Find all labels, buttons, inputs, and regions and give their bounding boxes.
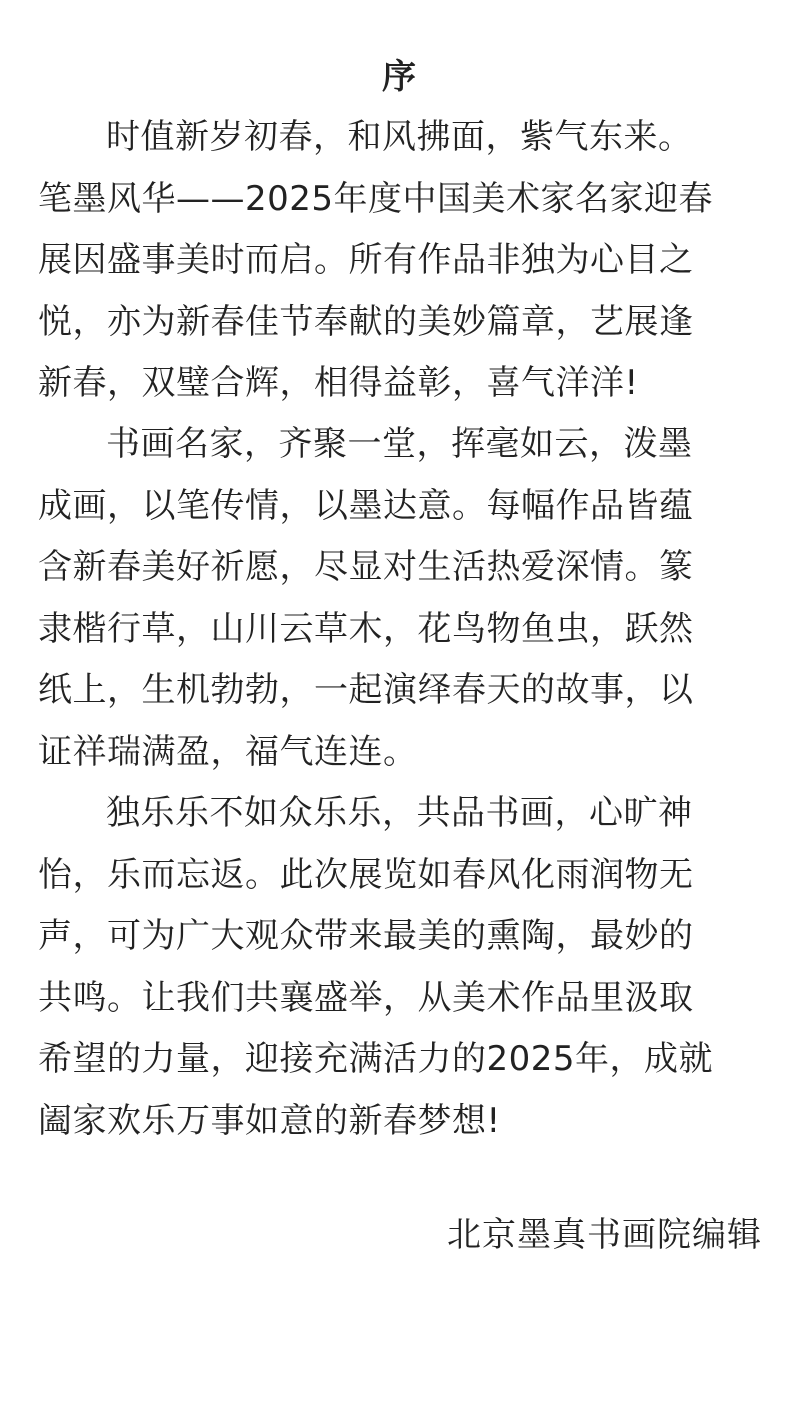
paragraph-line: 独乐乐不如众乐乐，共品书画，心旷神	[106, 793, 693, 833]
paragraph-line: 证祥瑞满盈，福气连连。	[38, 731, 418, 772]
paragraph-line: 希望的力量，迎接充满活力的2025年，成就	[38, 1039, 714, 1079]
paragraph-line: 笔墨风华——2025年度中国美术家名家迎春	[38, 178, 714, 219]
paragraph-line: 共鸣。让我们共襄盛举，从美术作品里汲取	[38, 977, 694, 1018]
paragraph-line: 新春，双璧合辉，相得益彰，喜气洋洋!	[38, 363, 639, 403]
signature: 北京墨真书画院编辑	[447, 1215, 762, 1255]
paragraph-line: 书画名家，齐聚一堂，挥毫如云，泼墨	[106, 424, 693, 464]
paragraph-3	[38, 783, 770, 1152]
paragraph-line: 阖家欢乐万事如意的新春梦想!	[38, 1100, 501, 1141]
document-title: 序	[382, 57, 418, 97]
paragraph-2	[38, 414, 770, 783]
paragraph-line: 悦，亦为新春佳节奉献的美妙篇章，艺展逢	[38, 301, 694, 342]
paragraph-line: 隶楷行草，山川云草木，花鸟物鱼虫，跃然	[38, 608, 694, 649]
paragraph-1	[38, 107, 770, 415]
paragraph-line: 含新春美好祈愿，尽显对生活热爱深情。篆	[38, 547, 694, 587]
paragraph-line: 纸上，生机勃勃，一起演绎春天的故事，以	[38, 670, 694, 710]
paragraph-line: 时值新岁初春，和风拂面，紫气东来。	[106, 117, 693, 157]
paragraph-line: 怡，乐而忘返。此次展览如春风化雨润物无	[38, 854, 694, 895]
paragraph-line: 声，可为广大观众带来最美的熏陶，最妙的	[38, 916, 694, 956]
paragraph-line: 展因盛事美时而启。所有作品非独为心目之	[38, 240, 694, 280]
paragraph-line: 成画，以笔传情，以墨达意。每幅作品皆蕴	[38, 485, 694, 526]
